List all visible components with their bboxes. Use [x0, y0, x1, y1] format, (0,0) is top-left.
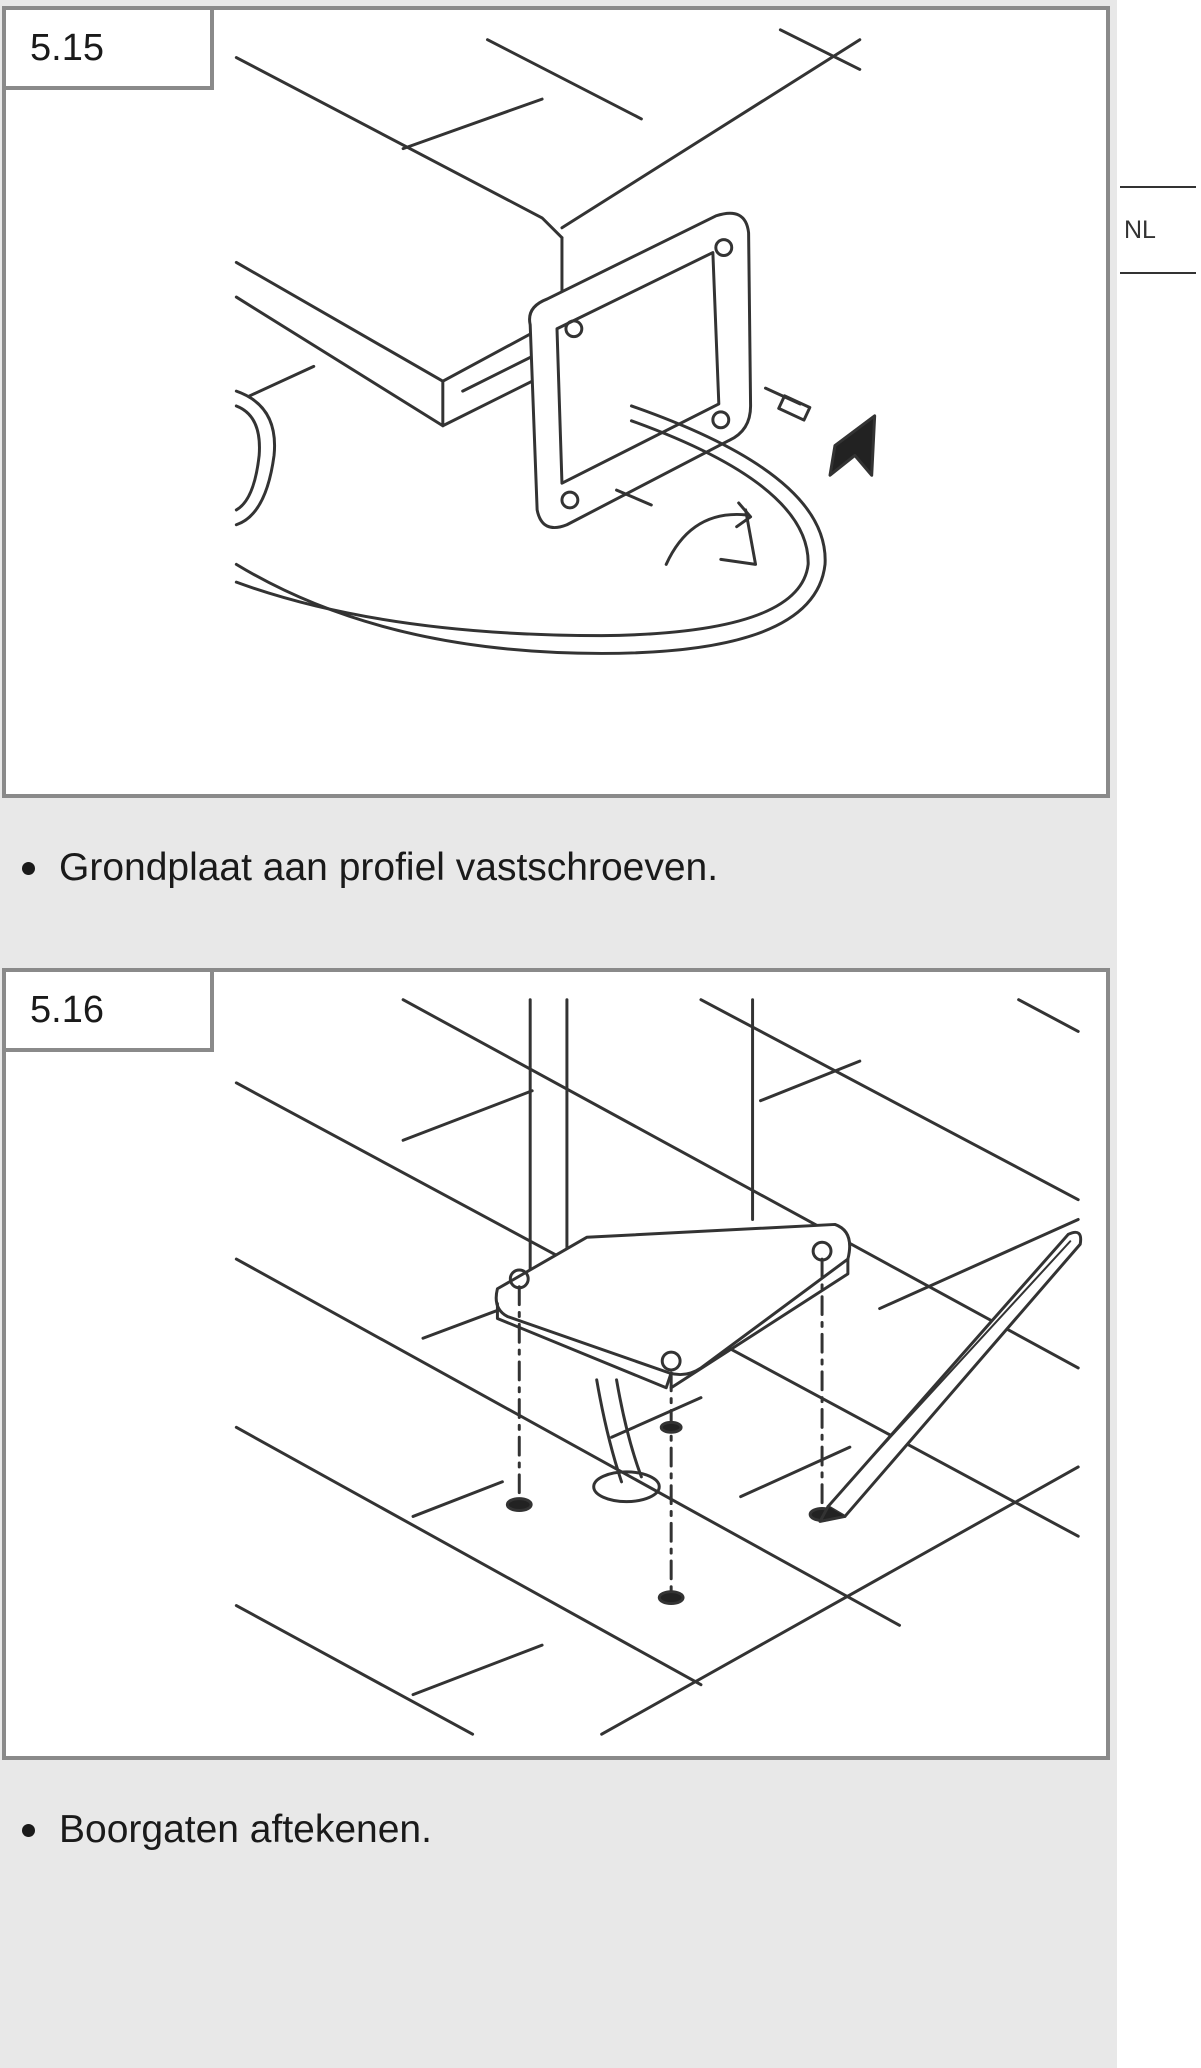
language-tab: NL — [1120, 186, 1196, 274]
illustration-mark-drill-holes — [6, 972, 1106, 1756]
figure-5-16 — [2, 968, 1110, 1760]
figure-number: 5.16 — [6, 972, 214, 1052]
caption-text: Grondplaat aan profiel vastschroeven. — [59, 846, 719, 889]
caption-5-16 — [22, 1808, 432, 1852]
bullet-icon — [22, 1824, 35, 1837]
caption-5-15 — [22, 846, 718, 890]
bullet-icon — [22, 862, 35, 875]
illustration-base-plate-screwing — [6, 10, 1106, 794]
figure-5-15 — [2, 6, 1110, 798]
figure-number: 5.15 — [6, 10, 214, 90]
caption-text: Boorgaten aftekenen. — [59, 1808, 432, 1851]
